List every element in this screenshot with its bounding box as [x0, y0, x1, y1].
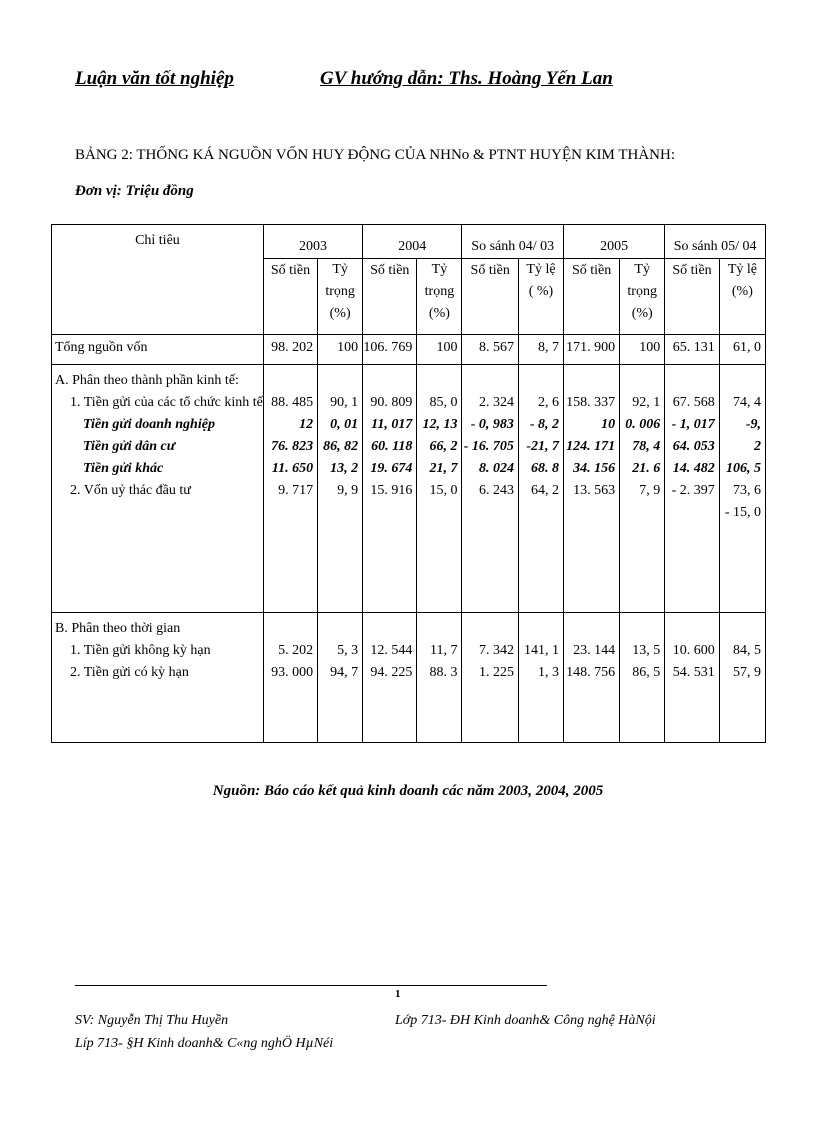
table-row-section-a: [52, 365, 766, 613]
section-a-col: 90, 1 0, 01 86, 82 13, 2 9, 9: [318, 365, 363, 613]
section-a-col: 2. 324 - 0, 983 - 16. 705 8. 024 6. 243: [462, 365, 518, 613]
group-header: 2003: [263, 225, 362, 259]
section-a-col: 92, 1 0. 006 78, 4 21. 6 7, 9: [620, 365, 665, 613]
section-b-col: 11, 7 88. 3: [417, 613, 462, 743]
subheader-amount: Số tiền: [363, 259, 417, 335]
section-a-col: 2, 6 - 8, 2 -21, 7 68. 8 64, 2: [518, 365, 563, 613]
subheader-amount: Số tiền: [462, 259, 518, 335]
group-header: 2004: [363, 225, 462, 259]
section-b-col: 141, 1 1, 3: [518, 613, 563, 743]
table-cell: 8. 567: [462, 335, 518, 365]
source-note: Nguồn: Báo cáo kết quả kinh doanh các năm 2003, 2004, 2005: [212, 783, 604, 799]
section-b-col: 5, 3 94, 7: [318, 613, 363, 743]
subheader-amount: Số tiền: [564, 259, 620, 335]
section-a-col: 158. 337 10 124. 171 34. 156 13. 563: [564, 365, 620, 613]
unit-label: Đơn vị: Triệu đồng: [75, 183, 194, 199]
table-cell: 100: [318, 335, 363, 365]
subheader-amount: Số tiền: [665, 259, 720, 335]
table-cell: 8, 7: [518, 335, 563, 365]
subheader-share: Tỷ trọng (%): [417, 259, 462, 335]
table-row-total: [52, 335, 766, 365]
group-header: So sánh 04/ 03: [462, 225, 564, 259]
footer-class-left: Líp 713- §H Kinh doanh& C«ng nghÖ HµNéi: [75, 1036, 334, 1051]
group-header: So sánh 05/ 04: [665, 225, 766, 259]
section-a-col: 67. 568 - 1, 017 64. 053 14. 482 - 2. 397: [665, 365, 720, 613]
funding-table: [51, 224, 766, 743]
section-a-labels: A. Phân theo thành phần kinh tế: 1. Tiền gửi của các tổ chức kinh tế Tiền gửi doanh nghiệp Tiền gửi dân cư Tiền gửi khác 2. Vốn uỷ thác đầu tư: [52, 365, 264, 613]
section-b-col: 84, 5 57, 9: [719, 613, 765, 743]
table-cell: 100: [620, 335, 665, 365]
section-b-col: 5. 202 93. 000: [263, 613, 317, 743]
section-b-col: 10. 600 54. 531: [665, 613, 720, 743]
table-cell: 98. 202: [263, 335, 317, 365]
section-b-col: 13, 5 86, 5: [620, 613, 665, 743]
group-header: 2005: [564, 225, 665, 259]
table-cell: 100: [417, 335, 462, 365]
table-title: BẢNG 2: THỐNG KÁ NGUỒN VỐN HUY ĐỘNG CỦA NHNo & PTNT HUYỆN KIM THÀNH:: [75, 147, 675, 163]
header-advisor-label: GV hướng dẫn: Ths. Hoàng Yến Lan: [320, 68, 613, 89]
page-number: 1: [395, 988, 401, 1000]
subheader-rate: Tỷ lệ (%): [719, 259, 765, 335]
subheader-share: Tỷ trọng (%): [318, 259, 363, 335]
footer-student: SV: Nguyễn Thị Thu Huyền: [75, 1013, 229, 1028]
subheader-amount: Số tiền: [263, 259, 317, 335]
footer-class-right: Lớp 713- ĐH Kinh doanh& Công nghệ HàNội: [395, 1013, 656, 1028]
footer-rule: [75, 985, 547, 986]
section-b-labels: B. Phân theo thời gian 1. Tiền gửi không kỳ hạn 2. Tiền gửi có kỳ hạn: [52, 613, 264, 743]
header-thesis-label: Luận văn tốt nghiệp: [75, 68, 234, 89]
subheader-rate: Tỷ lệ ( %): [518, 259, 563, 335]
section-b-col: 12. 544 94. 225: [363, 613, 417, 743]
section-a-col: 88. 485 12 76. 823 11. 650 9. 717: [263, 365, 317, 613]
page-header: [75, 68, 613, 96]
table-row-section-b: [52, 613, 766, 743]
section-b-col: 23. 144 148. 756: [564, 613, 620, 743]
table-cell: 106. 769: [363, 335, 417, 365]
subheader-share: Tỷ trọng (%): [620, 259, 665, 335]
col-header-indicator: Chỉ tiêu: [52, 225, 264, 335]
total-label: Tổng nguồn vốn: [52, 335, 264, 365]
table-cell: 61, 0: [719, 335, 765, 365]
section-a-col: 74, 4 -9, 2 106, 5 73, 6 - 15, 0: [719, 365, 765, 613]
section-b-col: 7. 342 1. 225: [462, 613, 518, 743]
section-a-col: 90. 809 11, 017 60. 118 19. 674 15. 916: [363, 365, 417, 613]
table-cell: 171. 900: [564, 335, 620, 365]
table-cell: 65. 131: [665, 335, 720, 365]
section-a-col: 85, 0 12, 13 66, 2 21, 7 15, 0: [417, 365, 462, 613]
